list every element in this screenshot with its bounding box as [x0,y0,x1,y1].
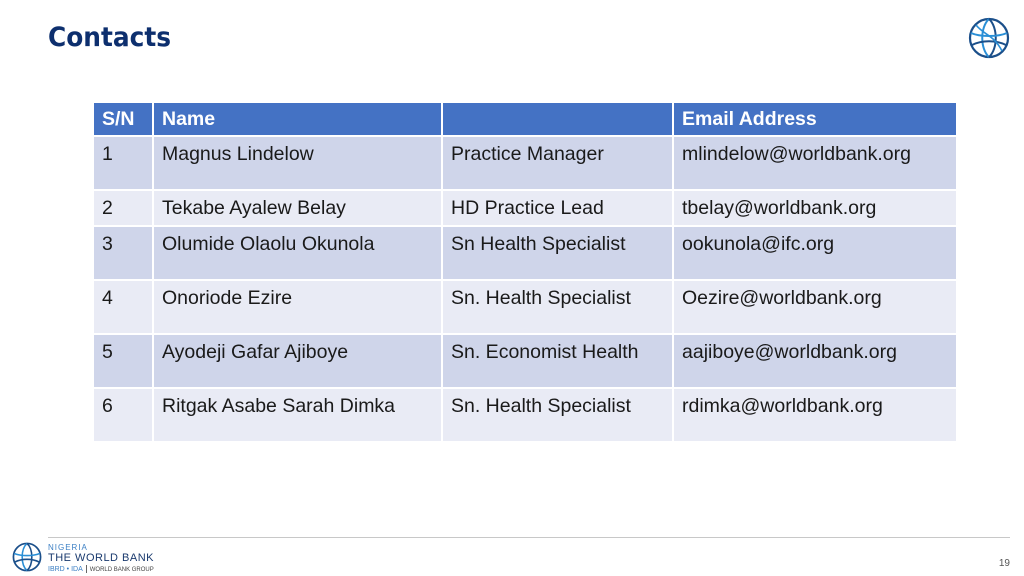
header-email: Email Address [673,102,957,136]
cell-email: aajiboye@worldbank.org [673,334,957,388]
table-row [93,280,957,334]
table-row [93,226,957,280]
cell-email: ookunola@ifc.org [673,226,957,280]
footer-separator [86,565,87,573]
cell-role: Sn. Economist Health [442,334,673,388]
header-sn: S/N [93,102,153,136]
footer-brand [48,543,154,575]
cell-name: Olumide Olaolu Okunola [153,226,442,280]
header-role [442,102,673,136]
world-bank-globe-icon [12,542,42,572]
cell-name: Tekabe Ayalew Belay [153,190,442,226]
table-row [93,136,957,190]
cell-role: Practice Manager [442,136,673,190]
cell-name: Magnus Lindelow [153,136,442,190]
footer-group: WORLD BANK GROUP [89,567,154,573]
cell-sn: 4 [93,280,153,334]
cell-role: Sn Health Specialist [442,226,673,280]
cell-role: Sn. Health Specialist [442,280,673,334]
table-row [93,334,957,388]
cell-name: Ayodeji Gafar Ajiboye [153,334,442,388]
table-row [93,190,957,226]
cell-email: Oezire@worldbank.org [673,280,957,334]
cell-sn: 1 [93,136,153,190]
cell-name: Ritgak Asabe Sarah Dimka [153,388,442,442]
footer-divider [48,537,1010,538]
cell-sn: 3 [93,226,153,280]
cell-sn: 5 [93,334,153,388]
header-name: Name [153,102,442,136]
page-number: 19 [998,558,1010,569]
cell-email: mlindelow@worldbank.org [673,136,957,190]
cell-sn: 6 [93,388,153,442]
cell-email: rdimka@worldbank.org [673,388,957,442]
slide-title: Contacts [48,22,172,53]
footer-ibrd-ida: IBRD • IDA [48,566,83,573]
cell-role: HD Practice Lead [442,190,673,226]
table-header-row [93,102,957,136]
footer-org-name: THE WORLD BANK [48,552,155,564]
cell-role: Sn. Health Specialist [442,388,673,442]
footer-sub [48,565,154,575]
cell-name: Onoriode Ezire [153,280,442,334]
footer-country: NIGERIA [48,543,88,552]
cell-email: tbelay@worldbank.org [673,190,957,226]
contacts-table [92,101,958,443]
table-row [93,388,957,442]
cell-sn: 2 [93,190,153,226]
world-bank-globe-icon [968,17,1010,59]
